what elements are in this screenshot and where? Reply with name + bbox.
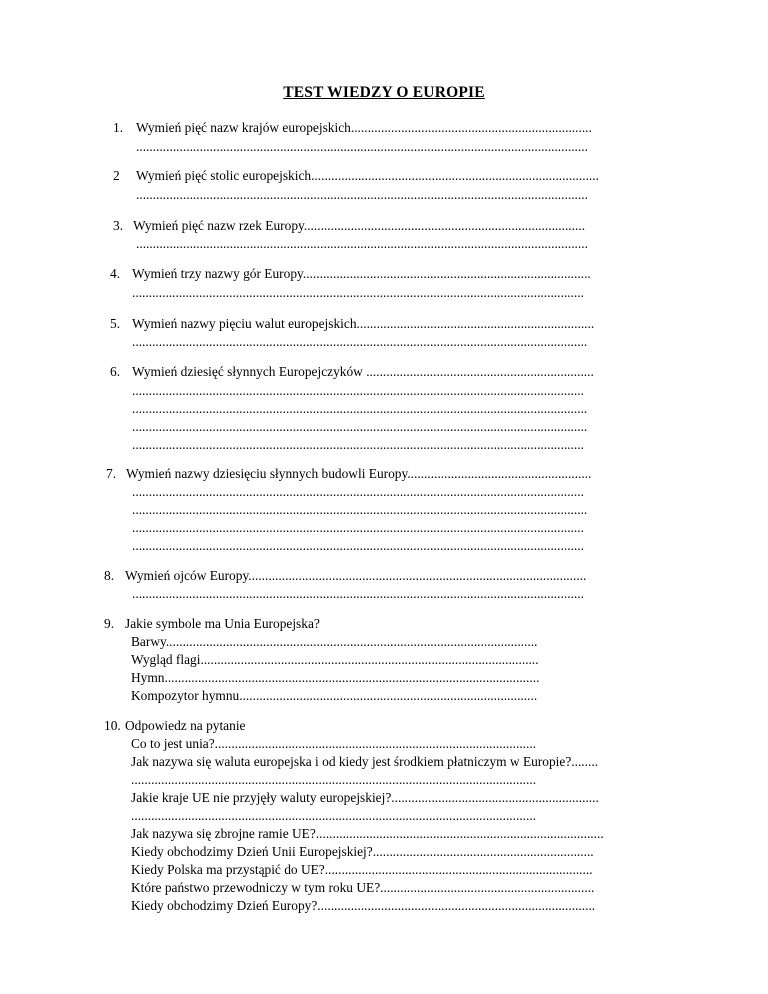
sub-item[interactable]: Kiedy obchodzimy Dzień Europy?................................................................................... <box>131 898 596 913</box>
question-7 <box>106 465 676 482</box>
question-6 <box>110 363 678 380</box>
sub-item[interactable]: Kiedy Polska ma przystąpić do UE?................................................................................ <box>131 862 593 877</box>
question-9 <box>104 615 674 632</box>
sub-item[interactable]: Jak nazywa się zbrojne ramie UE?...................................................................................... <box>131 826 604 841</box>
question-5 <box>110 315 683 332</box>
question-text: Wymień pięć nazw krajów europejskich........................................................................ <box>136 120 592 135</box>
question-number: 6. <box>110 364 121 379</box>
sub-item[interactable]: Które państwo przewodniczy w tym roku UE?................................................................ <box>131 880 595 895</box>
sub-item[interactable]: ......................................................................................................................... <box>131 808 537 823</box>
answer-line[interactable]: ....................................................................................................................................... <box>136 187 588 202</box>
question-10 <box>104 717 674 734</box>
answer-line[interactable]: ........................................................................................................................................ <box>132 334 588 349</box>
question-4 <box>110 265 683 282</box>
question-2 <box>113 167 683 184</box>
answer-line[interactable]: ....................................................................................................................................... <box>132 484 584 499</box>
question-text: Wymień nazwy pięciu walut europejskich....................................................................... <box>132 316 595 331</box>
question-number: 4. <box>110 266 121 281</box>
answer-line[interactable]: ....................................................................................................................................... <box>132 383 584 398</box>
question-number: 1. <box>113 120 124 135</box>
answer-line[interactable]: ....................................................................................................................................... <box>132 437 584 452</box>
answer-line[interactable]: ........................................................................................................................................ <box>132 502 588 517</box>
question-text: Wymień pięć nazw rzek Europy.................................................................................... <box>133 218 586 233</box>
question-3 <box>113 217 683 234</box>
question-text: Odpowiedz na pytanie <box>125 718 246 733</box>
question-text: Wymień nazwy dziesięciu słynnych budowli Europy....................................................... <box>126 466 592 481</box>
sub-item-barwy[interactable]: Barwy............................................................................................................... <box>131 634 538 649</box>
question-number: 9. <box>104 616 115 631</box>
question-text: Wymień trzy nazwy gór Europy...................................................................................... <box>132 266 591 281</box>
question-number: 10. <box>104 718 121 733</box>
answer-line[interactable]: ....................................................................................................................................... <box>132 586 584 601</box>
page-title: TEST WIEDZY O EUROPIE <box>283 84 485 101</box>
answer-line[interactable]: ....................................................................................................................................... <box>136 236 588 251</box>
question-8 <box>104 567 674 584</box>
question-number: 7. <box>106 466 117 481</box>
question-number: 3. <box>113 218 124 233</box>
sub-item-flaga[interactable]: Wygląd flagi..................................................................................................... <box>131 652 539 667</box>
sub-item[interactable]: ......................................................................................................................... <box>131 772 537 787</box>
question-text: Wymień pięć stolic europejskich...................................................................................... <box>136 168 599 183</box>
question-number: 5. <box>110 316 121 331</box>
answer-line[interactable]: ....................................................................................................................................... <box>132 520 584 535</box>
question-text: Wymień dziesięć słynnych Europejczyków .................................................................... <box>132 364 594 379</box>
answer-line[interactable]: ....................................................................................................................................... <box>136 139 588 154</box>
sub-item[interactable]: Kiedy obchodzimy Dzień Unii Europejskiej?.................................................................. <box>131 844 594 859</box>
question-number: 2 <box>113 168 120 183</box>
sub-item-kompozytor[interactable]: Kompozytor hymnu......................................................................................... <box>131 688 538 703</box>
sub-item[interactable]: Jak nazywa się waluta europejska i od kiedy jest środkiem płatniczym w Europie?........ <box>131 754 599 769</box>
answer-line[interactable]: ....................................................................................................................................... <box>132 538 584 553</box>
sub-item[interactable]: Jakie kraje UE nie przyjęły waluty europejskiej?.............................................................. <box>131 790 599 805</box>
question-text: Wymień ojców Europy..................................................................................................... <box>125 568 587 583</box>
question-text: Jakie symbole ma Unia Europejska? <box>125 616 320 631</box>
question-number: 8. <box>104 568 115 583</box>
question-1 <box>113 119 683 136</box>
sub-item[interactable]: Co to jest unia?................................................................................................ <box>131 736 537 751</box>
answer-line[interactable]: ........................................................................................................................................ <box>132 419 588 434</box>
answer-line[interactable]: ....................................................................................................................................... <box>132 285 584 300</box>
answer-line[interactable]: ........................................................................................................................................ <box>132 401 588 416</box>
sub-item-hymn[interactable]: Hymn................................................................................................................ <box>131 670 540 685</box>
